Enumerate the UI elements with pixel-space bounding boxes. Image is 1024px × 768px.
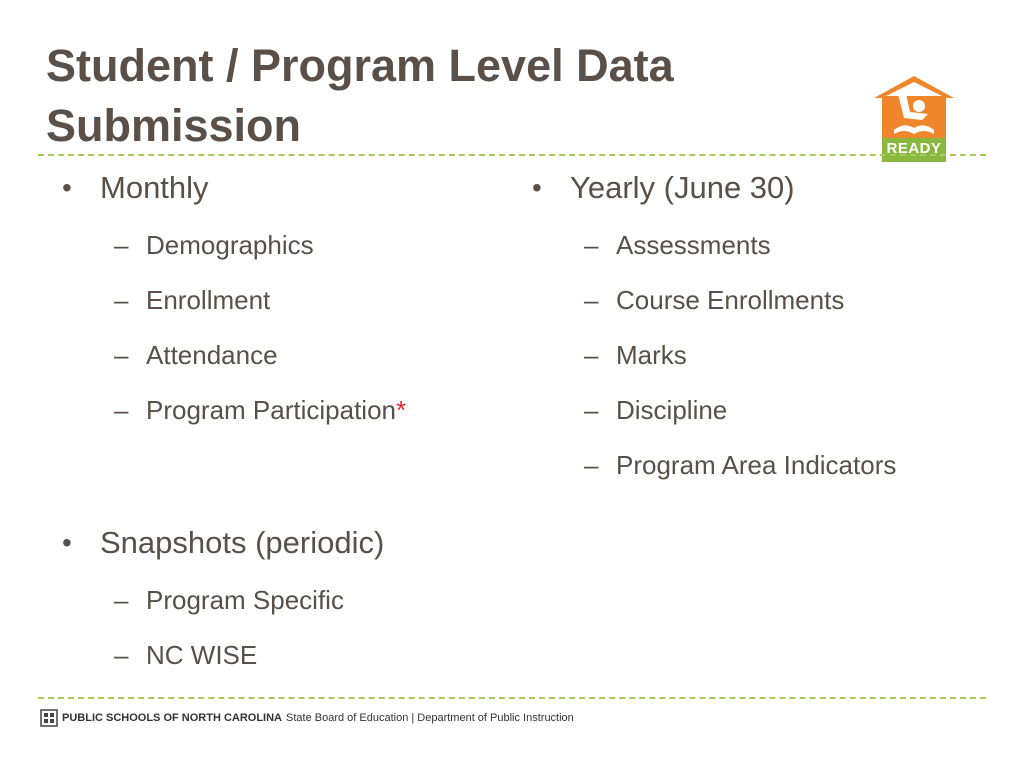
dash-symbol: – [584,450,599,480]
sub-item-text: Marks [616,340,687,370]
sub-item-program-area-indicators [526,448,986,482]
sub-item-enrollment [56,283,496,317]
dash-symbol: – [114,585,129,615]
dash-symbol: – [114,340,129,370]
dash-symbol: – [114,285,129,315]
sub-item-text: Course Enrollments [616,285,845,315]
footer-org: PUBLIC SCHOOLS OF NORTH CAROLINA [62,712,282,724]
bullet-symbol: • [62,172,72,203]
bullet-monthly [56,168,496,208]
sub-item-text: Demographics [146,230,314,260]
sub-item-text: Attendance [146,340,278,370]
sub-item-marks [526,338,986,372]
bullet-monthly-text: Monthly [100,170,209,205]
dash-symbol: – [584,340,599,370]
sub-item-demographics [56,228,496,262]
sub-item-program-participation [56,393,496,427]
footer-text: State Board of Education | Department of Public Instruction [286,712,574,724]
dash-symbol: – [584,230,599,260]
dash-symbol: – [114,640,129,670]
top-divider [38,154,986,156]
sub-item-text: Program Specific [146,585,344,615]
sub-item-text: Discipline [616,395,728,425]
sub-item-course-enrollments [526,283,986,317]
bullet-yearly-text: Yearly (June 30) [570,170,795,205]
slide-title-line-1: Student / Program Level Data [46,40,674,91]
asterisk-marker: * [396,395,407,425]
sub-item-text: Assessments [616,230,771,260]
sub-item-attendance [56,338,496,372]
slide-title-line-2: Submission [46,100,302,151]
bullet-symbol: • [62,527,72,558]
sub-item-text: Program Participation [146,395,396,425]
dash-symbol: – [114,230,129,260]
left-column [56,168,496,672]
dash-symbol: – [584,395,599,425]
bottom-divider [38,697,986,699]
right-column [526,168,986,482]
sub-item-text: Program Area Indicators [616,450,897,480]
bullet-symbol: • [532,172,542,203]
dash-symbol: – [114,395,129,425]
sub-item-assessments [526,228,986,262]
sub-item-program-specific [56,583,496,617]
nc-seal-icon [40,709,58,727]
dash-symbol: – [584,285,599,315]
sub-item-discipline [526,393,986,427]
sub-item-text: Enrollment [146,285,271,315]
slide-title [46,36,846,156]
ready-logo-text: READY [886,140,942,157]
sub-item-text: NC WISE [146,640,258,670]
sub-item-nc-wise [56,638,496,672]
ready-logo [872,74,956,166]
bullet-yearly [526,168,986,208]
footer [40,708,574,728]
bullet-snapshots [56,523,496,563]
bullet-snapshots-text: Snapshots (periodic) [100,525,385,560]
